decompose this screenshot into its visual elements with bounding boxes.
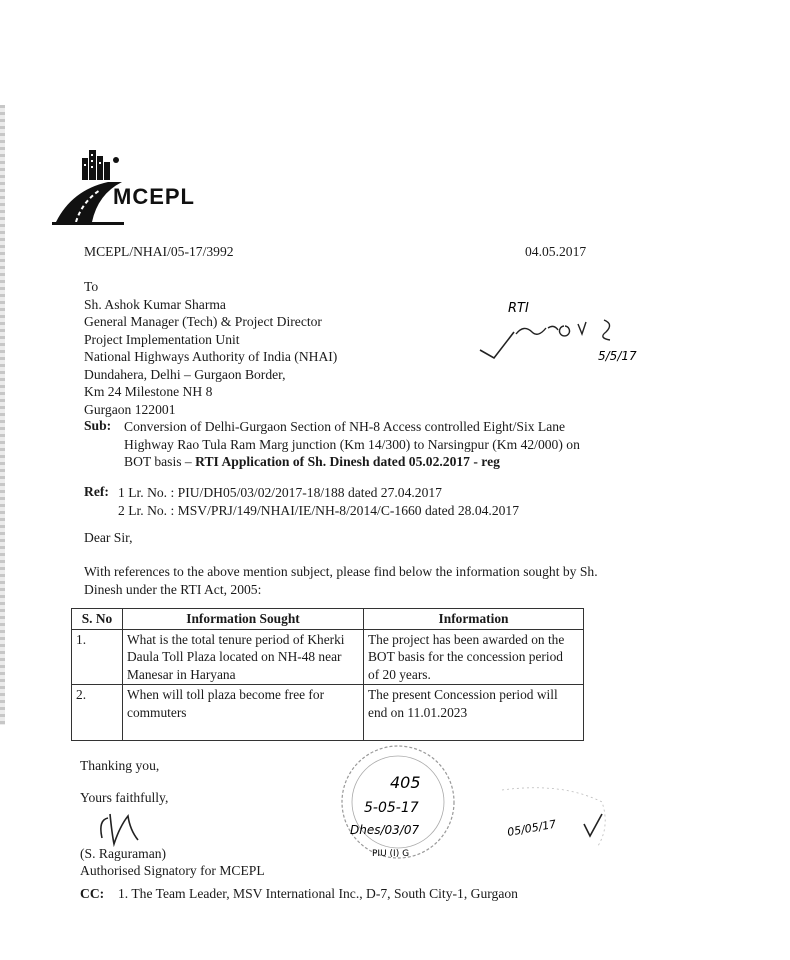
rti-information-table [71,608,584,741]
ref-label: Ref: [84,484,109,499]
received-stamp [320,740,480,870]
row-sno: 1. [72,629,123,685]
table-row [72,685,584,741]
intro-paragraph [84,563,598,598]
closing-yours: Yours faithfully, [80,790,169,805]
recipient-line: Project Implementation Unit [84,331,240,347]
handwritten-annotation [474,292,674,372]
salutation: Dear Sir, [84,530,133,545]
date-note: 5/5/17 [598,349,637,363]
recipient-line: Sh. Ashok Kumar Sharma [84,296,226,312]
stamp-number: 405 [390,773,421,792]
header-information-sought: Information Sought [123,609,364,630]
subject-line: BOT basis – [124,454,196,469]
rti-note: RTI [508,301,529,316]
reference-number: MCEPL/NHAI/05-17/3992 [84,244,234,259]
recipient-line: Dundahera, Delhi – Gurgaon Border, [84,366,286,382]
recipient-line: Gurgaon 122001 [84,401,176,417]
stamp-initial: Dhes/03/07 [350,823,420,837]
row-information: The project has been awarded on the BOT basis for the concession period of 20 years. [364,629,584,685]
reference-item: 2 Lr. No. : MSV/PRJ/149/NHAI/IE/NH-8/2014/C-1660 dated 28.04.2017 [118,502,520,518]
subject-line: Conversion of Delhi-Gurgaon Section of NH-8 Access controlled Eight/Six Lane [124,419,566,434]
scanned-page-edge [0,105,5,725]
intro-line: With references to the above mention subject, please find below the information sought by Sh. [84,564,598,579]
reference-item: 1 Lr. No. : PIU/DH05/03/02/2017-18/188 dated 27.04.2017 [118,485,442,500]
subject-text [124,418,580,471]
subject-rti-title: RTI Application of Sh. Dinesh dated 05.02.2017 - reg [195,454,500,469]
row-sno: 2. [72,685,123,741]
row-information-sought: What is the total tenure period of Kherki Daula Toll Plaza located on NH-48 near Manesar in Haryana [123,629,364,685]
cc-label: CC: [80,886,105,901]
signatory-title: Authorised Signatory for MCEPL [80,863,265,878]
side-note-date: 05/05/17 [506,817,558,839]
side-handwritten-note [488,784,628,854]
table-row [72,629,584,685]
stamp-footer: PIU (I) G [372,849,410,859]
intro-line: Dinesh under the RTI Act, 2005: [84,581,262,597]
logo-text: MCEPL [113,184,195,209]
closing-thanks: Thanking you, [80,758,160,773]
row-information: The present Concession period will end on 11.01.2023 [364,685,584,741]
cc-recipient: 1. The Team Leader, MSV International Inc., D-7, South City-1, Gurgaon [118,886,518,901]
recipient-line: General Manager (Tech) & Project Director [84,314,322,329]
recipient-line: Km 24 Milestone NH 8 [84,384,213,399]
recipient-line: National Highways Authority of India (NHAI) [84,349,338,364]
recipient-block [84,278,337,418]
header-sno: S. No [72,609,123,630]
subject-label: Sub: [84,418,112,433]
signature [92,808,162,850]
to-label: To [84,279,99,294]
reference-list [118,484,519,519]
letter-date: 04.05.2017 [525,244,587,259]
stamp-date: 5-05-17 [364,800,419,816]
signatory-name: (S. Raguraman) [80,846,167,861]
subject-line: Highway Rao Tula Ram Marg junction (Km 14/300) to Narsingpur (Km 42/000) on [124,436,580,452]
row-information-sought: When will toll plaza become free for commuters [123,685,364,741]
header-information: Information [364,609,584,630]
